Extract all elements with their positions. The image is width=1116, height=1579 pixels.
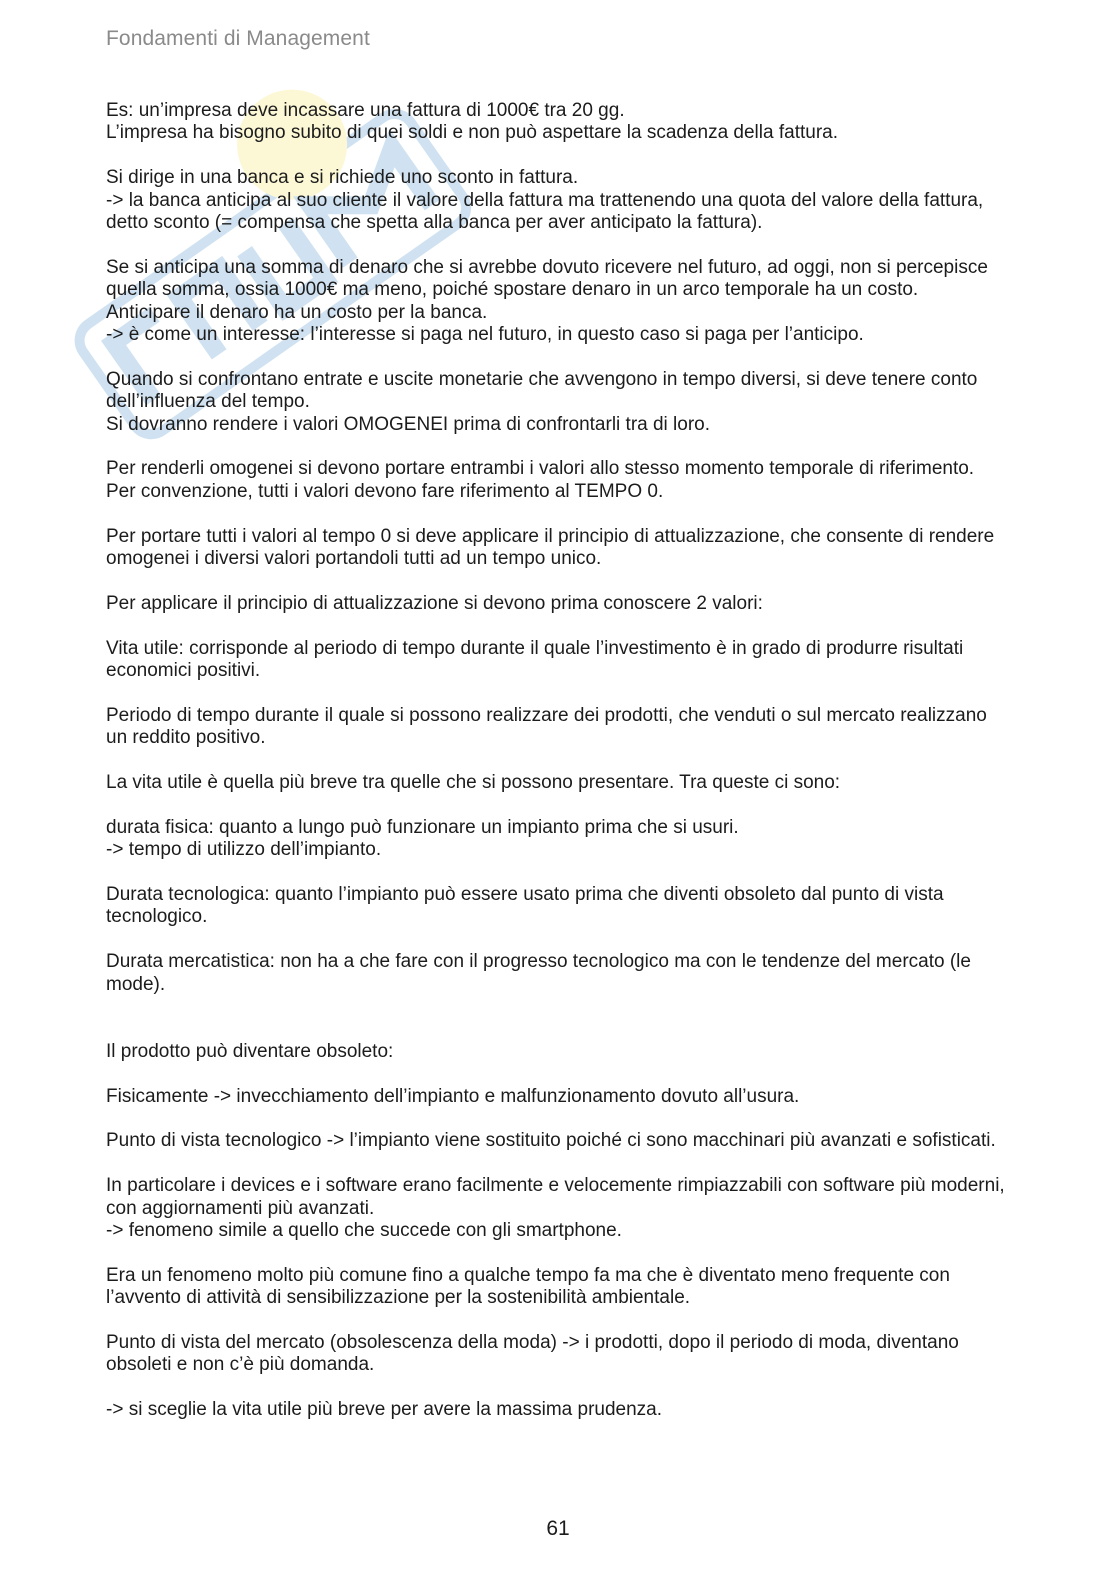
paragraph <box>106 257 1006 347</box>
paragraph-line: Durata tecnologica: quanto l’impianto può essere usato prima che diventi obsoleto dal punto di vista tecnologico. <box>106 884 944 928</box>
paragraph-line: Per convenzione, tutti i valori devono fare riferimento al TEMPO 0. <box>106 480 664 502</box>
paragraph <box>106 526 1006 571</box>
paragraph <box>106 100 1006 145</box>
paragraph <box>106 1086 1006 1108</box>
paragraph <box>106 1399 1006 1421</box>
paragraph-line: Periodo di tempo durante il quale si possono realizzare dei prodotti, che venduti o sul mercato realizzano un reddito positivo. <box>106 704 987 749</box>
paragraph <box>106 951 1006 996</box>
paragraph <box>106 458 1006 503</box>
paragraph-line: Per portare tutti i valori al tempo 0 si deve applicare il principio di attualizzazione, che consente di rendere omogenei i diversi valori portandoli tutti ad un tempo unico. <box>106 525 995 570</box>
paragraph-line: In particolare i devices e i software erano facilmente e velocemente rimpiazzabili con software più moderni, con aggiornamenti più avanzati. <box>106 1175 1005 1219</box>
paragraph-line: Vita utile: corrisponde al periodo di tempo durante il quale l’investimento è in grado di produrre risultati economici positivi. <box>106 637 964 682</box>
paragraph <box>106 1041 1006 1063</box>
paragraph-line: Per renderli omogenei si devono portare entrambi i valori allo stesso momento temporale di riferimento. <box>106 458 975 480</box>
paragraph-line: -> fenomeno simile a quello che succede con gli smartphone. <box>106 1220 622 1242</box>
paragraph <box>106 1130 1006 1152</box>
paragraph-line: La vita utile è quella più breve tra quelle che si possono presentare. Tra queste ci sono: <box>106 772 841 794</box>
paragraph <box>106 638 1006 683</box>
page-number: 61 <box>546 1517 570 1540</box>
paragraph-line: Anticipare il denaro ha un costo per la banca. <box>106 301 488 323</box>
paragraph-line: Il prodotto può diventare obsoleto: <box>106 1040 394 1062</box>
paragraph-line: -> tempo di utilizzo dell’impianto. <box>106 839 382 861</box>
paragraph <box>106 1265 1006 1310</box>
paragraph-line: Punto di vista tecnologico -> l’impianto viene sostituito poiché ci sono macchinari più avanzati e sofisticati. <box>106 1130 996 1152</box>
document-body <box>106 100 1006 1444</box>
paragraph <box>106 1175 1006 1242</box>
paragraph-line: Per applicare il principio di attualizzazione si devono prima conoscere 2 valori: <box>106 592 763 614</box>
paragraph-line: L’impresa ha bisogno subito di quei soldi e non può aspettare la scadenza della fattura. <box>106 122 838 144</box>
paragraph <box>106 369 1006 436</box>
paragraph-line: durata fisica: quanto a lungo può funzionare un impianto prima che si usuri. <box>106 816 739 838</box>
document-header: Fondamenti di Management <box>106 27 370 50</box>
paragraph <box>106 705 1006 750</box>
paragraph-line: Es: un’impresa deve incassare una fattura di 1000€ tra 20 gg. <box>106 100 625 121</box>
paragraph-line: Si dirige in una banca e si richiede uno sconto in fattura. <box>106 167 579 189</box>
paragraph <box>106 1332 1006 1377</box>
paragraph-line: -> si sceglie la vita utile più breve per avere la massima prudenza. <box>106 1399 663 1421</box>
paragraph-line: Fisicamente -> invecchiamento dell’impianto e malfunzionamento dovuto all’usura. <box>106 1085 800 1107</box>
paragraph-line: Durata mercatistica: non ha a che fare con il progresso tecnologico ma con le tendenze del mercato (le mode). <box>106 951 971 995</box>
paragraph-line: Quando si confrontano entrate e uscite monetarie che avvengono in tempo diversi, si deve tenere conto dell’influenza del tempo. <box>106 368 978 413</box>
paragraph <box>106 593 1006 615</box>
paragraph-line: -> la banca anticipa al suo cliente il valore della fattura ma trattenendo una quota del valore della fattura, detto sconto (= compensa che spetta alla banca per aver anticipato la fattura). <box>106 189 984 234</box>
paragraph <box>106 167 1006 234</box>
paragraph-line: Si dovranno rendere i valori OMOGENEI prima di confrontarli tra di loro. <box>106 413 711 435</box>
paragraph <box>106 817 1006 862</box>
paragraph <box>106 772 1006 794</box>
paragraph <box>106 884 1006 929</box>
paragraph-line: Punto di vista del mercato (obsolescenza della moda) -> i prodotti, dopo il periodo di moda, diventano obsoleti e non c’è più domanda. <box>106 1332 959 1376</box>
paragraph-line: Se si anticipa una somma di denaro che si avrebbe dovuto ricevere nel futuro, ad oggi, non si percepisce quella somma, ossia 1000€ ma meno, poiché spostare denaro in un arco temporale ha un costo. <box>106 256 988 301</box>
paragraph-line: -> è come un interesse: l’interesse si paga nel futuro, in questo caso si paga per l’anticipo. <box>106 324 864 346</box>
paragraph-line: Era un fenomeno molto più comune fino a qualche tempo fa ma che è diventato meno frequente con l’avvento di attività di sensibilizzazione per la sostenibilità ambientale. <box>106 1264 950 1309</box>
